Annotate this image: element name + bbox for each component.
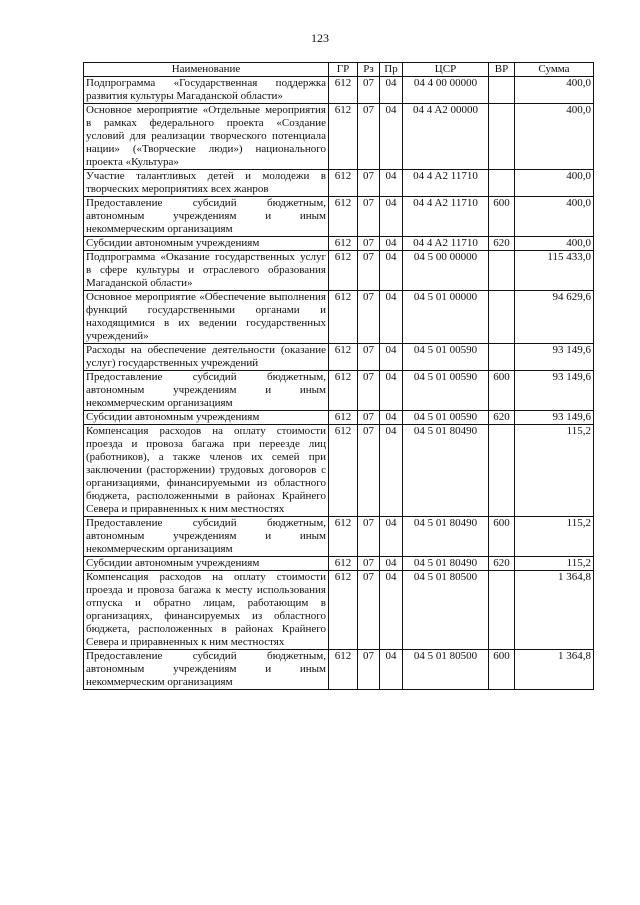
cell-pr: 04	[380, 425, 403, 517]
cell-name: Предоставление субсидий бюджетным, автономным учреждениям и иным некоммерческим организациям	[84, 650, 329, 690]
cell-vr	[489, 344, 515, 371]
cell-pr: 04	[380, 371, 403, 411]
cell-rz: 07	[358, 557, 380, 571]
cell-vr: 600	[489, 197, 515, 237]
table-row	[84, 104, 594, 170]
header-row	[84, 63, 594, 77]
table-row	[84, 517, 594, 557]
page-number: 123	[311, 31, 329, 45]
cell-rz: 07	[358, 251, 380, 291]
cell-pr: 04	[380, 291, 403, 344]
header-name: Наименование	[84, 63, 329, 77]
cell-vr: 600	[489, 650, 515, 690]
header-csr: ЦСР	[403, 63, 489, 77]
cell-sum: 400,0	[515, 77, 594, 104]
cell-rz: 07	[358, 425, 380, 517]
table-header	[84, 63, 594, 77]
cell-pr: 04	[380, 251, 403, 291]
header-sum: Сумма	[515, 63, 594, 77]
cell-sum: 1 364,8	[515, 650, 594, 690]
table-row	[84, 77, 594, 104]
cell-rz: 07	[358, 344, 380, 371]
cell-rz: 07	[358, 77, 380, 104]
table-row	[84, 650, 594, 690]
budget-table	[83, 62, 594, 690]
header-vr: ВР	[489, 63, 515, 77]
cell-sum: 93 149,6	[515, 411, 594, 425]
cell-gr: 612	[329, 411, 358, 425]
cell-sum: 1 364,8	[515, 571, 594, 650]
cell-name: Подпрограмма «Государственная поддержка развития культуры Магаданской области»	[84, 77, 329, 104]
cell-sum: 115,2	[515, 425, 594, 517]
cell-gr: 612	[329, 77, 358, 104]
cell-gr: 612	[329, 557, 358, 571]
cell-sum: 400,0	[515, 104, 594, 170]
cell-name: Подпрограмма «Оказание государственных услуг в сфере культуры и отраслевого образования Магаданской области»	[84, 251, 329, 291]
cell-name: Компенсация расходов на оплату стоимости проезда и провоза багажа к месту использования отпуска и обратно лицам, работающим в организациях, финансируемых из областного бюджета, расположенных в районах Крайнего Севера и приравненных к ним местностях	[84, 571, 329, 650]
cell-pr: 04	[380, 557, 403, 571]
cell-gr: 612	[329, 344, 358, 371]
table-row	[84, 197, 594, 237]
cell-vr	[489, 571, 515, 650]
cell-vr: 600	[489, 517, 515, 557]
cell-gr: 612	[329, 371, 358, 411]
cell-csr: 04 5 01 00590	[403, 411, 489, 425]
table-body	[84, 77, 594, 690]
cell-pr: 04	[380, 197, 403, 237]
cell-sum: 115 433,0	[515, 251, 594, 291]
cell-gr: 612	[329, 291, 358, 344]
cell-gr: 612	[329, 517, 358, 557]
cell-vr	[489, 77, 515, 104]
cell-vr: 620	[489, 237, 515, 251]
cell-name: Субсидии автономным учреждениям	[84, 557, 329, 571]
cell-vr	[489, 291, 515, 344]
cell-csr: 04 4 A2 11710	[403, 170, 489, 197]
cell-sum: 400,0	[515, 237, 594, 251]
cell-sum: 93 149,6	[515, 344, 594, 371]
cell-csr: 04 4 00 00000	[403, 77, 489, 104]
cell-csr: 04 5 01 80490	[403, 425, 489, 517]
cell-csr: 04 5 01 00590	[403, 344, 489, 371]
cell-vr	[489, 425, 515, 517]
cell-name: Предоставление субсидий бюджетным, автономным учреждениям и иным некоммерческим организациям	[84, 197, 329, 237]
cell-gr: 612	[329, 197, 358, 237]
cell-csr: 04 5 00 00000	[403, 251, 489, 291]
cell-csr: 04 4 A2 00000	[403, 104, 489, 170]
cell-vr: 600	[489, 371, 515, 411]
cell-name: Участие талантливых детей и молодежи в творческих мероприятиях всех жанров	[84, 170, 329, 197]
cell-rz: 07	[358, 170, 380, 197]
header-gr: ГР	[329, 63, 358, 77]
cell-rz: 07	[358, 517, 380, 557]
cell-name: Субсидии автономным учреждениям	[84, 237, 329, 251]
table-row	[84, 371, 594, 411]
table-row	[84, 251, 594, 291]
cell-csr: 04 5 01 80490	[403, 557, 489, 571]
cell-csr: 04 5 01 80500	[403, 571, 489, 650]
cell-pr: 04	[380, 650, 403, 690]
cell-gr: 612	[329, 170, 358, 197]
cell-pr: 04	[380, 237, 403, 251]
cell-name: Основное мероприятие «Отдельные мероприятия в рамках федерального проекта «Создание условий для реализации творческого потенциала нации» («Творческие люди») национального проекта «Культура»	[84, 104, 329, 170]
cell-vr	[489, 251, 515, 291]
cell-csr: 04 5 01 80490	[403, 517, 489, 557]
cell-vr	[489, 104, 515, 170]
cell-pr: 04	[380, 571, 403, 650]
cell-gr: 612	[329, 425, 358, 517]
cell-name: Субсидии автономным учреждениям	[84, 411, 329, 425]
cell-sum: 94 629,6	[515, 291, 594, 344]
table-row	[84, 291, 594, 344]
cell-rz: 07	[358, 104, 380, 170]
cell-csr: 04 4 A2 11710	[403, 197, 489, 237]
cell-sum: 93 149,6	[515, 371, 594, 411]
cell-vr: 620	[489, 557, 515, 571]
cell-pr: 04	[380, 411, 403, 425]
table-row	[84, 411, 594, 425]
table-row	[84, 557, 594, 571]
table-row	[84, 344, 594, 371]
table-row	[84, 425, 594, 517]
header-rz: Рз	[358, 63, 380, 77]
cell-csr: 04 5 01 00590	[403, 371, 489, 411]
cell-sum: 400,0	[515, 170, 594, 197]
cell-rz: 07	[358, 650, 380, 690]
cell-sum: 115,2	[515, 557, 594, 571]
cell-name: Предоставление субсидий бюджетным, автономным учреждениям и иным некоммерческим организациям	[84, 371, 329, 411]
cell-pr: 04	[380, 344, 403, 371]
cell-name: Расходы на обеспечение деятельности (оказание услуг) государственных учреждений	[84, 344, 329, 371]
cell-csr: 04 5 01 80500	[403, 650, 489, 690]
cell-rz: 07	[358, 291, 380, 344]
cell-gr: 612	[329, 104, 358, 170]
cell-sum: 115,2	[515, 517, 594, 557]
cell-rz: 07	[358, 571, 380, 650]
cell-pr: 04	[380, 77, 403, 104]
cell-gr: 612	[329, 571, 358, 650]
cell-sum: 400,0	[515, 197, 594, 237]
header-pr: Пр	[380, 63, 403, 77]
cell-vr: 620	[489, 411, 515, 425]
cell-vr	[489, 170, 515, 197]
cell-gr: 612	[329, 237, 358, 251]
cell-gr: 612	[329, 251, 358, 291]
cell-name: Компенсация расходов на оплату стоимости проезда и провоза багажа при переезде лиц (работников), а также членов их семей при заключении (расторжении) трудовых договоров с организациями, финансируемыми из областного бюджета, расположенными в районах Крайнего Севера и приравненных к ним местностях	[84, 425, 329, 517]
cell-rz: 07	[358, 197, 380, 237]
cell-pr: 04	[380, 104, 403, 170]
cell-rz: 07	[358, 411, 380, 425]
cell-name: Основное мероприятие «Обеспечение выполнения функций государственными органами и находящимися в их ведении государственных учреждений»	[84, 291, 329, 344]
cell-gr: 612	[329, 650, 358, 690]
cell-csr: 04 5 01 00000	[403, 291, 489, 344]
cell-rz: 07	[358, 371, 380, 411]
table-row	[84, 170, 594, 197]
cell-rz: 07	[358, 237, 380, 251]
table-row	[84, 237, 594, 251]
cell-name: Предоставление субсидий бюджетным, автономным учреждениям и иным некоммерческим организациям	[84, 517, 329, 557]
table-row	[84, 571, 594, 650]
cell-pr: 04	[380, 517, 403, 557]
cell-csr: 04 4 A2 11710	[403, 237, 489, 251]
cell-pr: 04	[380, 170, 403, 197]
